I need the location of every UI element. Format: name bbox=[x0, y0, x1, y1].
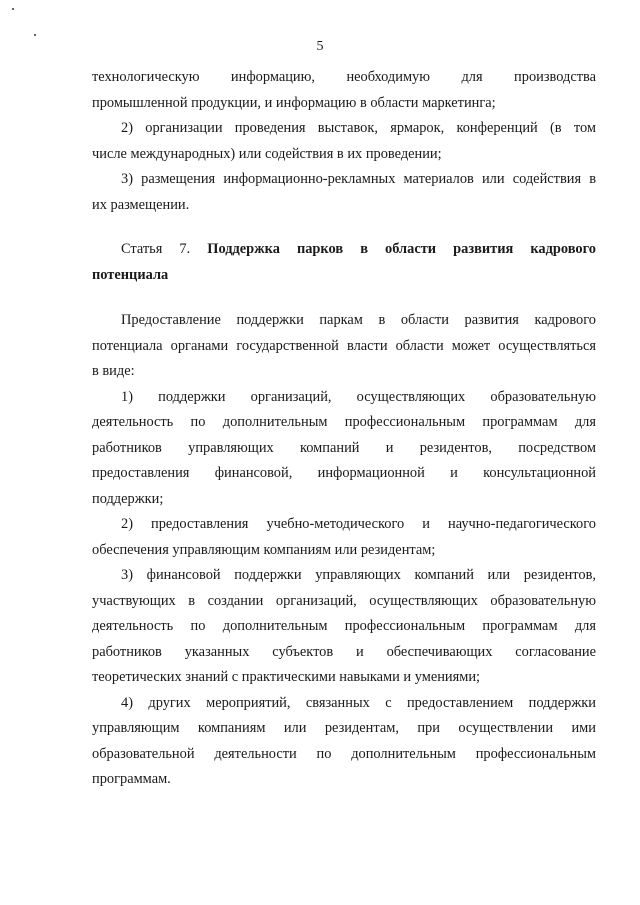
paragraph-line: технологическую информацию, необходимую для производства bbox=[92, 69, 596, 85]
article-7-section bbox=[92, 237, 596, 793]
list-item-line: 2) организации проведения выставок, ярмарок, конференций (в том bbox=[121, 120, 596, 136]
list-item-line: образовательной деятельности по дополнительным профессиональным bbox=[92, 745, 596, 762]
list-item-line: теоретических знаний с практическими навыками и умениями; bbox=[92, 669, 481, 685]
list-item-line: обеспечения управляющим компаниям или резидентам; bbox=[92, 541, 436, 558]
article-title: Поддержка парков в области развития кадрового bbox=[207, 241, 596, 257]
list-item-line: 3) размещения информационно-рекламных материалов или содействия в bbox=[121, 171, 596, 187]
continuation-section bbox=[92, 65, 596, 218]
page-number: 5 bbox=[316, 39, 324, 54]
list-item-line: программам. bbox=[92, 771, 171, 787]
list-item-line: 1) поддержки организаций, осуществляющих образовательную bbox=[121, 388, 596, 405]
article-title-continued: потенциала bbox=[92, 266, 169, 283]
paragraph-line: промышленной продукции, и информацию в области маркетинга; bbox=[92, 94, 496, 111]
paragraph-line: Предоставление поддержки паркам в области развития кадрового bbox=[121, 312, 596, 328]
list-item-line: деятельность по дополнительным профессиональным программам для bbox=[92, 414, 596, 430]
scan-speck bbox=[12, 8, 14, 10]
article-label: Статья 7. bbox=[121, 241, 191, 257]
article-heading bbox=[92, 237, 596, 263]
spacer bbox=[92, 288, 596, 308]
scan-speck bbox=[34, 34, 36, 36]
list-item-line: 4) других мероприятий, связанных с предоставлением поддержки bbox=[121, 694, 596, 711]
list-item-line: предоставления финансовой, информационной и консультационной bbox=[92, 465, 596, 481]
list-item-line: работников указанных субъектов и обеспечивающих согласование bbox=[92, 643, 596, 660]
list-item-line: 2) предоставления учебно-методического и научно-педагогического bbox=[121, 516, 596, 532]
list-item-line: поддержки; bbox=[92, 490, 164, 507]
paragraph-line: потенциала органами государственной власти области может осуществляться bbox=[92, 337, 596, 354]
list-item-line: управляющим компаниям или резидентам, при осуществлении ими bbox=[92, 720, 596, 736]
list-item-line: работников управляющих компаний и резидентов, посредством bbox=[92, 439, 596, 456]
paragraph-line: в виде: bbox=[92, 363, 135, 379]
list-item-line: их размещении. bbox=[92, 196, 190, 213]
list-item-line: числе международных) или содействия в их проведении; bbox=[92, 145, 442, 162]
article-heading-line bbox=[92, 263, 596, 289]
list-item-line: деятельность по дополнительным профессиональным программам для bbox=[92, 618, 596, 634]
list-item-line: участвующих в создании организаций, осуществляющих образовательную bbox=[92, 592, 596, 609]
list-item-line: 3) финансовой поддержки управляющих компаний или резидентов, bbox=[121, 567, 596, 583]
